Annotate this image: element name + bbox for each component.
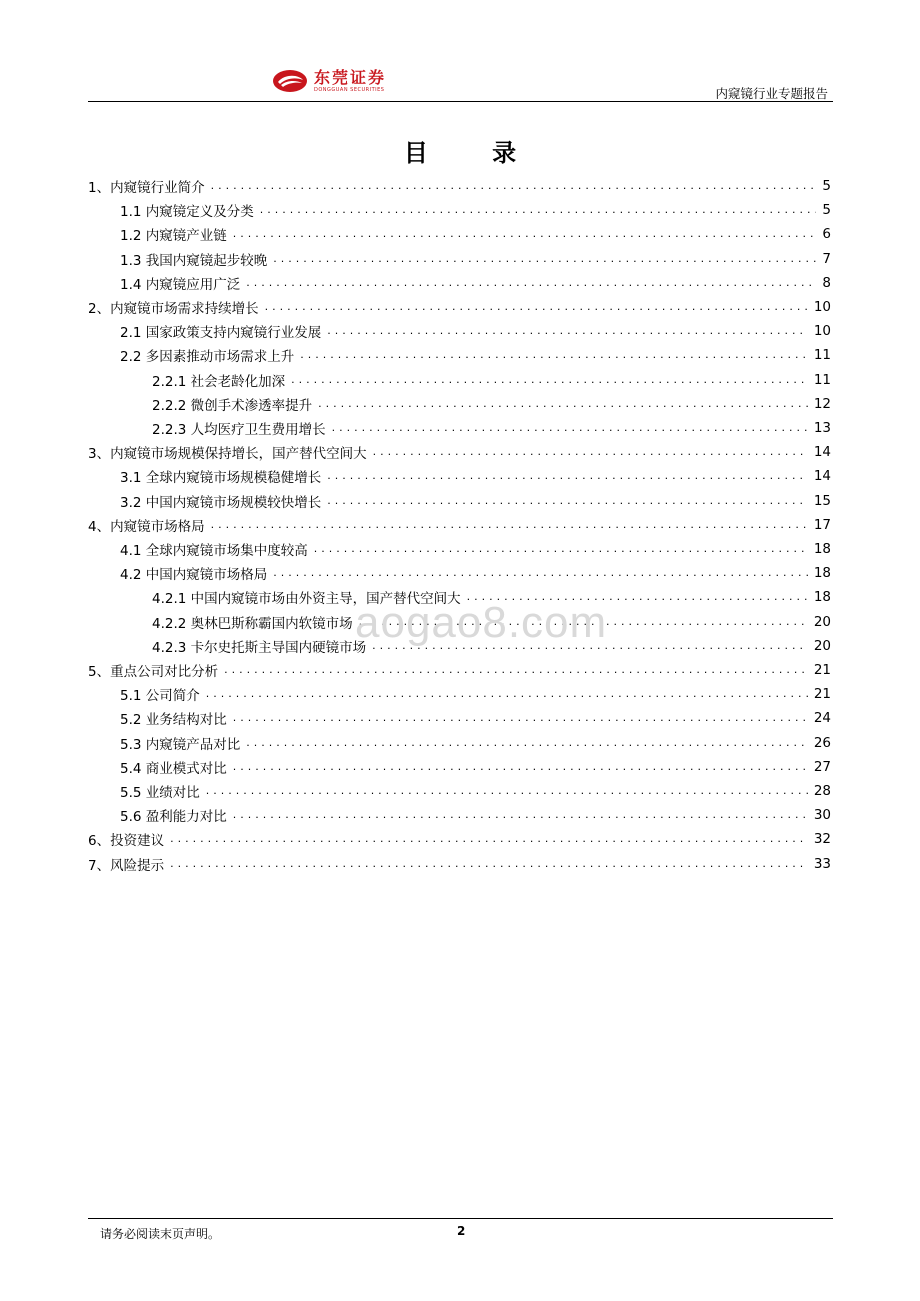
header-divider <box>88 101 833 102</box>
toc-leader-dots <box>314 537 808 561</box>
toc-leader-dots <box>265 295 808 319</box>
toc-entry-label: 1.3 我国内窥镜起步较晚 <box>120 252 268 269</box>
disclaimer-note: 请务必阅读末页声明。 <box>100 1227 221 1241</box>
toc-leader-dots <box>233 755 808 779</box>
toc-entry-label: 5.6 盈利能力对比 <box>120 809 227 826</box>
toc-entry-page: 18 <box>813 589 831 606</box>
toc-entry[interactable] <box>120 343 831 367</box>
toc-entry-label: 2.2 多因素推动市场需求上升 <box>120 349 295 366</box>
toc-entry-page: 24 <box>813 710 831 727</box>
report-title: 内窥镜行业专题报告 <box>715 86 828 101</box>
toc-entry-label: 2.1 国家政策支持内窥镜行业发展 <box>120 325 322 342</box>
toc-entry-page: 18 <box>813 565 831 582</box>
toc-entry[interactable] <box>88 827 831 851</box>
logo-chinese-name: 东莞证券 <box>314 67 387 87</box>
toc-entry[interactable] <box>120 489 831 513</box>
toc-entry-label: 5、重点公司对比分析 <box>88 664 219 680</box>
toc-leader-dots <box>170 827 808 851</box>
toc-leader-dots <box>233 803 808 827</box>
toc-leader-dots <box>246 731 808 755</box>
toc-leader-dots <box>170 852 808 876</box>
toc-entry-page: 21 <box>813 686 831 703</box>
toc-entry[interactable] <box>88 440 831 464</box>
toc-entry[interactable] <box>120 779 831 803</box>
toc-leader-dots <box>300 343 808 367</box>
toc-leader-dots <box>211 513 808 537</box>
toc-entry-label: 4.2.2 奥林巴斯称霸国内软镜市场 <box>152 615 353 632</box>
toc-entry-page: 10 <box>813 323 831 340</box>
toc-entry[interactable] <box>88 852 831 876</box>
toc-entry[interactable] <box>152 392 831 416</box>
toc-entry-page: 33 <box>813 855 831 872</box>
toc-entry-page: 26 <box>813 734 831 751</box>
toc-leader-dots <box>206 779 808 803</box>
toc-entry[interactable] <box>120 755 831 779</box>
toc-entry[interactable] <box>88 174 831 198</box>
toc-entry-page: 27 <box>813 758 831 775</box>
toc-entry[interactable] <box>120 682 831 706</box>
toc-entry[interactable] <box>88 295 831 319</box>
toc-entry-page: 11 <box>813 371 831 388</box>
toc-entry-page: 14 <box>813 468 831 485</box>
toc-entry-label: 4.1 全球内窥镜市场集中度较高 <box>120 543 308 559</box>
toc-entry-page: 20 <box>813 613 831 630</box>
toc-entry[interactable] <box>120 319 831 343</box>
page-number: 2 <box>457 1224 466 1238</box>
toc-entry-label: 5.3 内窥镜产品对比 <box>120 736 241 753</box>
logo-english-name: DONGGUAN SECURITIES <box>314 86 385 93</box>
toc-leader-dots <box>273 247 816 271</box>
toc-entry[interactable] <box>120 561 831 585</box>
toc-entry-label: 2、内窥镜市场需求持续增长 <box>88 301 259 317</box>
company-logo <box>272 66 432 96</box>
toc-entry-label: 4.2.3 卡尔史托斯主导国内硬镜市场 <box>152 639 367 656</box>
toc-entry[interactable] <box>120 464 831 488</box>
toc-entry[interactable] <box>88 513 831 537</box>
toc-entry-label: 4.2 中国内窥镜市场格局 <box>120 567 268 584</box>
toc-leader-dots <box>273 561 808 585</box>
toc-entry[interactable] <box>120 198 831 222</box>
toc-leader-dots <box>373 440 808 464</box>
toc-entry-page: 8 <box>822 274 831 291</box>
toc-leader-dots <box>211 174 817 198</box>
toc-entry-label: 2.2.1 社会老龄化加深 <box>152 373 286 390</box>
toc-entry-page: 11 <box>813 347 831 364</box>
toc-entry-label: 2.2.2 微创手术渗透率提升 <box>152 397 313 414</box>
toc-entry-label: 6、投资建议 <box>88 833 165 850</box>
toc-leader-dots <box>327 489 808 513</box>
toc-entry-page: 10 <box>813 299 831 315</box>
toc-entry[interactable] <box>120 222 831 246</box>
toc-entry-page: 14 <box>813 444 831 461</box>
toc-entry-label: 5.1 公司简介 <box>120 688 200 705</box>
toc-entry-page: 13 <box>813 420 831 436</box>
toc-entry[interactable] <box>120 803 831 827</box>
toc-entry-page: 6 <box>822 226 831 243</box>
toc-leader-dots <box>260 198 817 222</box>
toc-entry-label: 5.5 业绩对比 <box>120 785 200 801</box>
toc-leader-dots <box>233 706 808 730</box>
toc-entry-label: 1、内窥镜行业简介 <box>88 180 205 196</box>
toc-entry-page: 5 <box>822 178 831 194</box>
toc-leader-dots <box>332 416 808 440</box>
toc-entry-label: 2.2.3 人均医疗卫生费用增长 <box>152 422 326 438</box>
toc-entry-label: 4、内窥镜市场格局 <box>88 518 205 535</box>
toc-entry-page: 20 <box>813 637 831 654</box>
toc-entry-label: 3、内窥镜市场规模保持增长，国产替代空间大 <box>88 446 367 463</box>
toc-entry-label: 1.2 内窥镜产业链 <box>120 228 227 245</box>
toc-entry-label: 1.4 内窥镜应用广泛 <box>120 276 241 293</box>
toc-entry-label: 3.1 全球内窥镜市场规模稳健增长 <box>120 470 322 487</box>
toc-entry[interactable] <box>120 537 831 561</box>
toc-leader-dots <box>233 222 817 246</box>
toc-entry-label: 3.2 中国内窥镜市场规模较快增长 <box>120 494 322 511</box>
toc-entry[interactable] <box>152 368 831 392</box>
toc-leader-dots <box>206 682 808 706</box>
toc-entry-page: 18 <box>813 541 831 557</box>
toc-entry[interactable] <box>152 416 831 440</box>
logo-emblem-icon <box>272 68 308 94</box>
toc-leader-dots <box>327 464 808 488</box>
toc-entry-page: 5 <box>822 202 831 219</box>
toc-entry-label: 7、风险提示 <box>88 857 165 874</box>
toc-entry[interactable] <box>120 271 831 295</box>
toc-entry-page: 17 <box>813 516 831 533</box>
toc-heading: 目 录 <box>403 139 545 167</box>
toc-entry-page: 12 <box>813 395 831 412</box>
toc-entry[interactable] <box>120 731 831 755</box>
toc-entry-page: 32 <box>813 831 831 848</box>
toc-entry[interactable] <box>120 247 831 271</box>
toc-leader-dots <box>327 319 808 343</box>
toc-entry-page: 28 <box>813 783 831 799</box>
toc-entry-page: 15 <box>813 492 831 509</box>
toc-entry[interactable] <box>120 706 831 730</box>
toc-entry-page: 30 <box>813 807 831 824</box>
toc-entry-label: 4.2.1 中国内窥镜市场由外资主导，国产替代空间大 <box>152 591 461 608</box>
toc-entry-label: 5.2 业务结构对比 <box>120 712 227 729</box>
toc-entry[interactable] <box>88 658 831 682</box>
toc-entry-page: 21 <box>813 662 831 678</box>
footer-divider <box>88 1218 833 1219</box>
toc-leader-dots <box>291 368 808 392</box>
toc-entry-page: 7 <box>822 250 831 267</box>
toc-entry-label: 1.1 内窥镜定义及分类 <box>120 204 254 221</box>
toc-entry-label: 5.4 商业模式对比 <box>120 760 227 777</box>
toc-leader-dots <box>318 392 808 416</box>
toc-leader-dots <box>246 271 816 295</box>
toc-leader-dots <box>224 658 808 682</box>
watermark: aogao8.com <box>355 598 608 647</box>
page-header <box>88 66 833 104</box>
